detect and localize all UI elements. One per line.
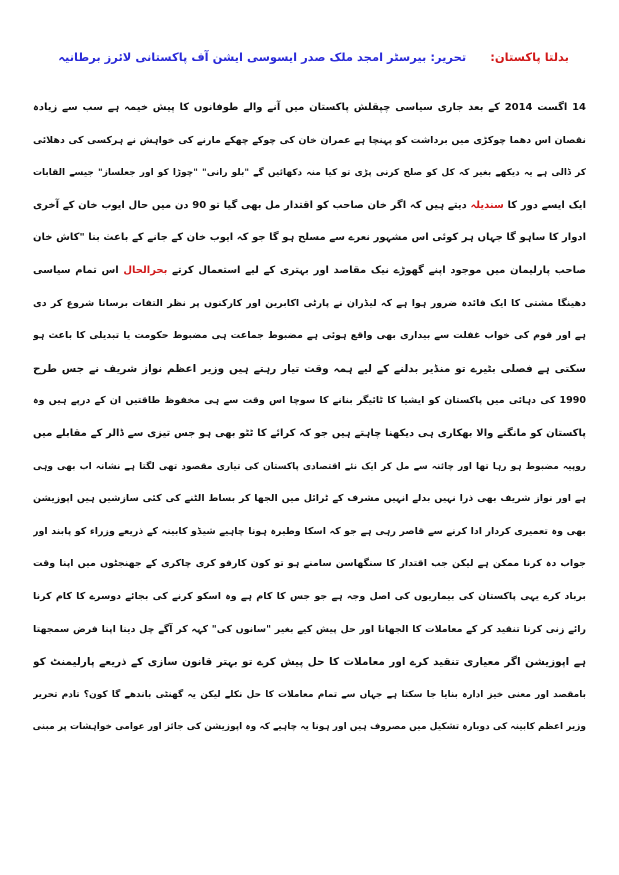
body-line: ہے اپوزیشن اگر معیاری تنقید کرے اور معاملات کا حل پیش کرے تو بہتر قانون سازی کے ذریعے پارلیمنٹ کو: [33, 656, 586, 669]
highlighted-word: بحرالحال: [123, 264, 168, 276]
body-line: صاحب پارلیمان میں موجود اپنے گھوڑے نیک مقاصد اور بہتری کے لیے استعمال کرتے بحرالحال اس تمام سیاسی: [33, 264, 586, 276]
body-line: ہے اور نواز شریف بھی ذرا نہیں بدلے انہیں مشرف کے ٹرائل میں الجھا کر بساط الٹنے کی کئی سازشیں ہیں اپوزیشن: [33, 493, 586, 505]
body-line: روپیہ مضبوط ہو رہا تھا اور چائنہ سے مل کر ایک نئے اقتصادی پاکستان کی تیاری مقصود تھی لگتا ہے نشانہ اب بھی وہی: [33, 461, 586, 472]
body-line: پاکستان کو مانگنے والا بھکاری ہی دیکھنا چاہتے ہیں جو کہ کرائے کا ٹٹو بھی ہو جس تیزی سے ڈالر کے مقابلے میں: [33, 427, 586, 439]
article-header: [49, 44, 569, 70]
body-line: سکتی ہے فصلی بٹیرے تو منڈیر بدلنے کے لیے ہمہ وقت تیار رہتے ہیں وزیر اعظم نواز شریف نے جس طرح: [33, 362, 586, 375]
body-line: ہے اور قوم کی خواب غفلت سے بیداری بھی واقع ہوئی ہے مضبوط جماعت ہی مضبوط حکومت یا تبدیلی کا باعث ہو: [33, 330, 586, 342]
body-line: برباد کرے یہی پاکستان کی بیماریوں کی اصل وجہ ہے جو جس کا کام ہے وہ اسکو کرنے کی بجائے دوسرے کا کام کرنا: [33, 590, 586, 602]
body-line: دھینگا مشتی کا ایک فائدہ ضرور ہوا ہے کہ لیڈران نے پارٹی اکابرین اور کارکنوں پر نظر التفات برسانا شروع کر دی: [33, 297, 586, 309]
column-label: بدلتا پاکستان:: [490, 50, 569, 64]
body-line: نقصان اس دھما چوکڑی میں برداشت کو پہنچا ہے عمران خان کی چوکے چھکے مارنے کی خواہش نے ہرکسی کی دھلائی: [33, 134, 586, 146]
body-line: جواب دہ کرنا ممکن ہے لیکن جب اقتدار کا سنگھاسن سامنے ہو تو کون کارفو کری چاکری کے جھنجٹوں میں اپنا وقت: [33, 558, 586, 570]
body-line: 14 اگست 2014 کے بعد جاری سیاسی چپقلش پاکستان میں آنے والے طوفانوں کا پیش خیمہ ہے سب سے زیادہ: [33, 102, 586, 113]
body-line: کر ڈالی ہے یہ دیکھے بغیر کہ کل کو صلح کرنی پڑی تو کیا منہ دکھائیں گے "بلو رانی" "چوڑا کو اور جعلساز" جیسے القابات: [33, 168, 586, 179]
body-line: رائے زنی کرنا تنقید کر کے معاملات کا الجھانا اور حل پیش کیے بغیر "سانوں کی" کہہ کر آگے چل دینا اپنا فرض سمجھتا: [33, 623, 586, 635]
body-line: ادوار کا ساہو گا جہاں ہر کوئی اس مشہور نعرے سے مسلح ہو گا جو کہ ایوب خان کے جانے کے باعث بنا "کاش خان: [33, 232, 586, 244]
body-line: وزیر اعظم کابینہ کی دوبارہ تشکیل میں مصروف ہیں اور ہونا یہ چاہیے کہ وہ اپوزیشن کی جائز اور عوامی خواہشات پر مبنی: [33, 722, 586, 733]
body-line: 1990 کی دہائی میں پاکستان کو ایشیا کا ٹائیگر بنانے کا سوچا اس وقت سے ہی مخفوظ طاقتیں ان کے درپے ہیں وہ: [33, 395, 586, 407]
article-body: [33, 92, 586, 744]
body-line: ایک ایسے دور کا سندیلہ دیتے ہیں کہ اگر خان صاحب کو اقتدار مل بھی گیا تو 90 دن میں حال ایوب خان کے آخری: [33, 199, 586, 211]
header-spacer: [476, 50, 480, 64]
body-line: بھی وہ تعمیری کردار ادا کرنے سے قاصر رہی ہے جو کہ اسکا وطیرہ ہونا چاہیے شیڈو کابینہ کے ذریعے وزراء کو پابند اور: [33, 525, 586, 537]
article-byline: تحریر: بیرسٹر امجد ملک صدر ایسوسی ایشن آف پاکستانی لائرز برطانیہ: [58, 50, 467, 64]
highlighted-word: سندیلہ: [470, 199, 504, 211]
body-line: بامقصد اور معنی خیز ادارہ بنایا جا سکتا ہے جہاں سے تمام معاملات کا حل نکلے لیکن یہ گھنٹی باندھے گا کون؟ تادم تحریر: [33, 689, 586, 700]
